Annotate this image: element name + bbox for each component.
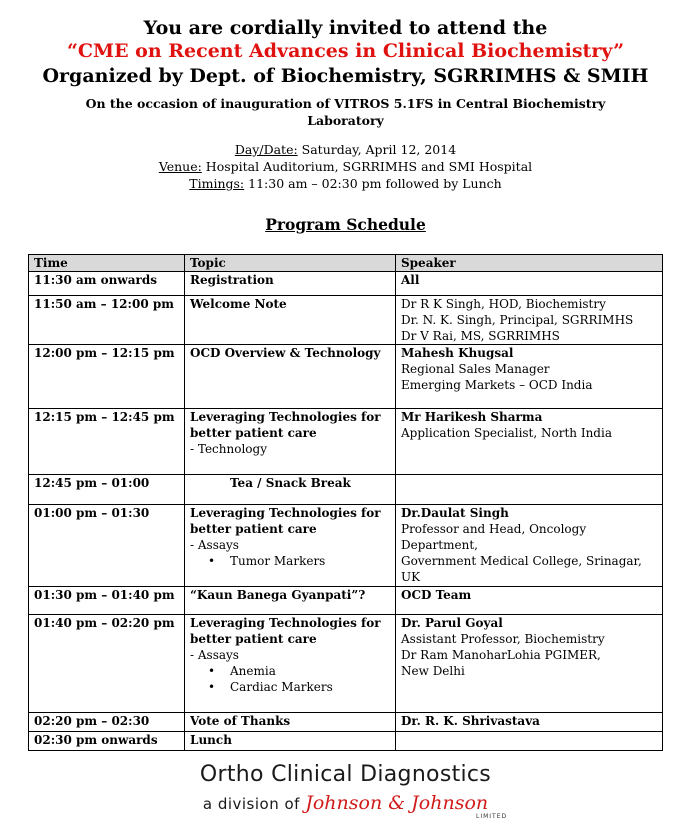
invitation-line: You are cordially invited to attend the [143,17,548,39]
speaker-line: Assistant Professor, Biochemistry [401,632,605,646]
company-logo-text: Ortho Clinical Diagnostics [199,762,492,787]
speaker-line: Dr Ram ManoharLohia PGIMER, [401,648,601,662]
topic-bullet: • Tumor Markers [190,553,395,569]
timings-label: Timings: [189,176,245,191]
row-time: 02:20 pm – 02:30 [29,713,185,732]
table-row [29,713,663,732]
speaker-line: New Delhi [401,664,465,678]
topic-line: Leveraging Technologies for [190,506,381,520]
speaker-line: Application Specialist, North India [401,426,612,440]
division-text: a division of [202,795,300,813]
date-label: Day/Date: [234,142,298,157]
topic-sub: - Technology [190,442,267,456]
speaker-name: Dr.Daulat Singh [401,506,509,520]
row-time: 02:30 pm onwards [29,732,185,751]
speaker-name: Mahesh Khugsal [401,346,514,360]
timings-info [0,176,691,191]
row-time: 12:00 pm – 12:15 pm [29,345,185,409]
row-topic: Registration [185,272,396,296]
topic-line: better patient care [190,632,317,646]
schedule-title: Program Schedule [265,215,426,234]
row-speaker: All [396,272,663,296]
header-speaker: Speaker [396,255,663,272]
row-speaker [396,345,663,409]
row-speaker [396,296,663,345]
limited-label: LIMITED [476,813,508,820]
table-row [29,296,663,345]
venue-value: Hospital Auditorium, SGRRIMHS and SMI Hospital [201,159,533,174]
row-topic: Vote of Thanks [185,713,396,732]
row-speaker [396,615,663,713]
schedule-table [28,254,663,751]
table-row [29,272,663,296]
speaker-line: Emerging Markets – OCD India [401,378,593,392]
header-time: Time [29,255,185,272]
topic-line: better patient care [190,522,317,536]
table-row [29,345,663,409]
speaker-name: Dr. Parul Goyal [401,616,503,630]
speaker-line: Regional Sales Manager [401,362,550,376]
row-time: 11:50 am – 12:00 pm [29,296,185,345]
row-speaker [396,409,663,475]
row-topic [185,615,396,713]
row-time: 12:15 pm – 12:45 pm [29,409,185,475]
row-speaker: Dr. R. K. Shrivastava [396,713,663,732]
event-title: “CME on Recent Advances in Clinical Biochemistry” [66,40,625,62]
venue-info [0,159,691,174]
table-row [29,505,663,587]
row-topic: Lunch [185,732,396,751]
row-time: 11:30 am onwards [29,272,185,296]
table-row [29,587,663,615]
speaker-line: Professor and Head, Oncology Department, [401,522,587,552]
topic-bullet: • Anemia [190,663,395,679]
occasion-line-2: Laboratory [307,113,384,128]
division-line [0,792,691,814]
occasion-line-1: On the occasion of inauguration of VITROS 5.1FS in Central Biochemistry [85,96,606,111]
speaker-line: Dr. N. K. Singh, Principal, SGRRIMHS [401,313,634,327]
topic-sub: - Assays [190,538,239,552]
topic-line: better patient care [190,426,317,440]
topic-line: Tea / Snack Break [230,476,351,490]
row-time: 01:40 pm – 02:20 pm [29,615,185,713]
speaker-line: Dr V Rai, MS, SGRRIMHS [401,329,560,343]
table-row [29,732,663,751]
row-speaker [396,505,663,587]
organizer-line: Organized by Dept. of Biochemistry, SGRRIMHS & SMIH [42,65,649,87]
date-value: Saturday, April 12, 2014 [297,142,457,157]
row-topic [185,475,396,505]
header-topic: Topic [185,255,396,272]
johnson-johnson-logo: Johnson & Johnson [305,792,489,814]
row-topic: OCD Overview & Technology [185,345,396,409]
date-info [0,142,691,157]
timings-value: 11:30 am – 02:30 pm followed by Lunch [244,176,502,191]
row-topic [185,409,396,475]
row-speaker [396,475,663,505]
occasion-line [0,95,691,129]
row-topic: Welcome Note [185,296,396,345]
row-time: 01:30 pm – 01:40 pm [29,587,185,615]
row-speaker [396,732,663,751]
row-topic [185,505,396,587]
table-header-row [29,255,663,272]
topic-bullet: • Cardiac Markers [190,679,395,695]
speaker-line: Government Medical College, Srinagar, UK [401,554,642,584]
row-topic: “Kaun Banega Gyanpati”? [185,587,396,615]
row-speaker: OCD Team [396,587,663,615]
table-row [29,615,663,713]
row-time: 01:00 pm – 01:30 [29,505,185,587]
topic-line: Leveraging Technologies for [190,616,381,630]
venue-label: Venue: [158,159,202,174]
table-row [29,475,663,505]
topic-sub: - Assays [190,648,239,662]
row-time: 12:45 pm – 01:00 [29,475,185,505]
table-row [29,409,663,475]
topic-line: Leveraging Technologies for [190,410,381,424]
speaker-name: Mr Harikesh Sharma [401,410,543,424]
speaker-line: Dr R K Singh, HOD, Biochemistry [401,297,606,311]
